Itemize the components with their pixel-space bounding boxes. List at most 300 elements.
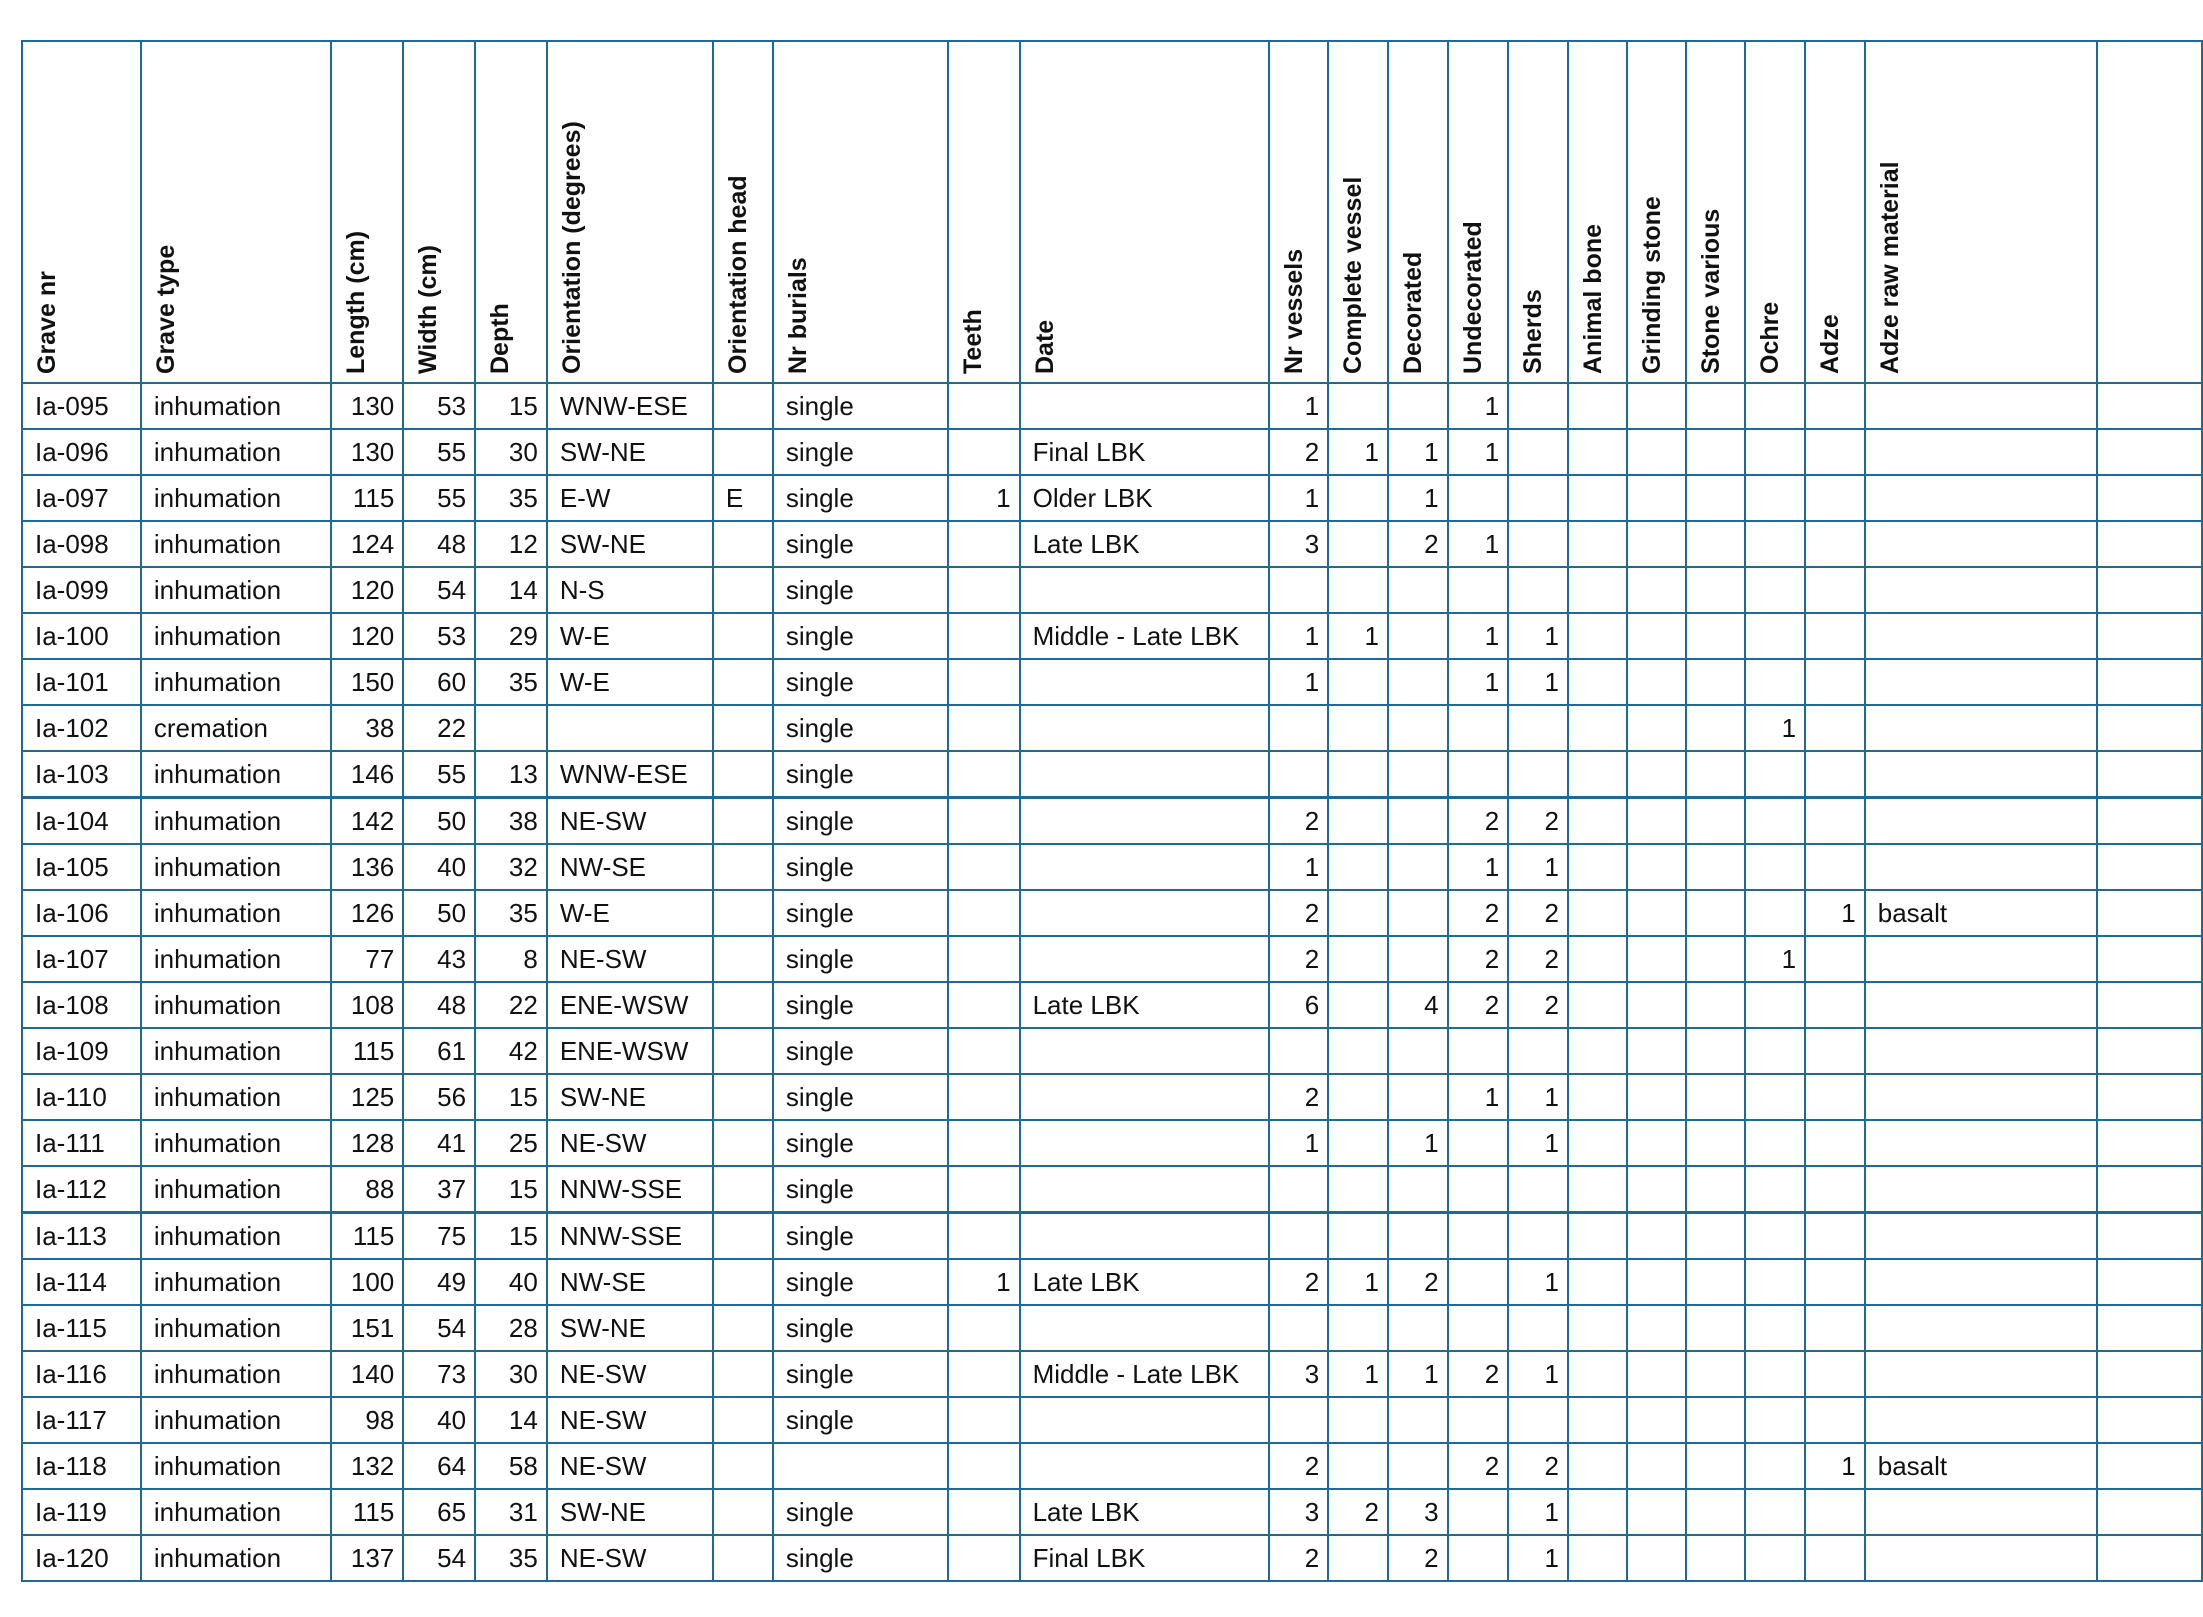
cell-stone-various (1686, 521, 1745, 567)
cell-complete-vessel (1328, 1074, 1388, 1120)
table-row (22, 1351, 2202, 1397)
cell-adze-raw-material (1865, 844, 2097, 890)
cell-complete-vessel: 2 (1328, 1489, 1388, 1535)
cell-orientation-deg: NW-SE (547, 1259, 713, 1305)
cell-grave-nr: Ia-117 (22, 1397, 141, 1443)
cell-grave-nr: Ia-118 (22, 1443, 141, 1489)
column-header-grave-type (141, 41, 331, 383)
cell-nr-burials: single (773, 1489, 949, 1535)
cell-adze (1805, 1028, 1865, 1074)
cell-undecorated: 2 (1448, 798, 1509, 845)
cell-animal-bone (1568, 383, 1627, 429)
cell-stone-various (1686, 475, 1745, 521)
cell-length: 136 (331, 844, 403, 890)
cell-orientation-deg: SW-NE (547, 521, 713, 567)
table-header-row (22, 41, 2202, 383)
cell-animal-bone (1568, 1213, 1627, 1260)
cell-grave-nr: Ia-105 (22, 844, 141, 890)
cell-grave-nr: Ia-100 (22, 613, 141, 659)
cell-grave-type: inhumation (141, 798, 331, 845)
cell-complete-vessel (1328, 705, 1388, 751)
cell-length: 115 (331, 1213, 403, 1260)
cell-animal-bone (1568, 1166, 1627, 1213)
cell-grinding-stone (1627, 521, 1686, 567)
cell-width: 56 (403, 1074, 475, 1120)
cell-width: 22 (403, 705, 475, 751)
cell-teeth (948, 844, 1019, 890)
cell-complete-vessel: 1 (1328, 613, 1388, 659)
cell-adze-raw-material (1865, 613, 2097, 659)
cell-adze-raw-material (1865, 936, 2097, 982)
cell-orientation-head (713, 1351, 773, 1397)
cell-complete-vessel (1328, 383, 1388, 429)
cell-undecorated: 1 (1448, 521, 1509, 567)
cell-nr-vessels: 1 (1269, 613, 1329, 659)
cell-sherds: 1 (1508, 1535, 1568, 1581)
cell-teeth (948, 521, 1019, 567)
cell-decorated (1388, 1028, 1448, 1074)
cell-stone-various (1686, 1305, 1745, 1351)
cell-orientation-head (713, 890, 773, 936)
cell-complete-vessel (1328, 475, 1388, 521)
column-header-label: Undecorated (1458, 221, 1487, 374)
cell-undecorated: 1 (1448, 659, 1509, 705)
cell-adze-raw-material (1865, 475, 2097, 521)
cell-nr-vessels: 2 (1269, 936, 1329, 982)
table-row (22, 1489, 2202, 1535)
cell-teeth (948, 613, 1019, 659)
cell-sherds: 2 (1508, 982, 1568, 1028)
cell-date (1020, 936, 1269, 982)
cell-grinding-stone (1627, 982, 1686, 1028)
cell-complete-vessel (1328, 890, 1388, 936)
cell-orientation-deg: ENE-WSW (547, 982, 713, 1028)
cell-animal-bone (1568, 1259, 1627, 1305)
cell-date: Final LBK (1020, 1535, 1269, 1581)
column-header-teeth (948, 41, 1019, 383)
cell-grave-nr: Ia-111 (22, 1120, 141, 1166)
cell-nr-burials: single (773, 936, 949, 982)
cell-nr-burials: single (773, 383, 949, 429)
cell-depth: 13 (475, 751, 547, 798)
cell-adze (1805, 659, 1865, 705)
cell-complete-vessel (1328, 1120, 1388, 1166)
cell-grave-type: inhumation (141, 1351, 331, 1397)
cell-decorated: 2 (1388, 521, 1448, 567)
cell-ochre (1745, 1397, 1805, 1443)
cell-sherds (1508, 1305, 1568, 1351)
cell-adze-raw-material (1865, 1120, 2097, 1166)
cell-nr-vessels: 1 (1269, 475, 1329, 521)
cell-depth: 30 (475, 429, 547, 475)
cell-ochre (1745, 475, 1805, 521)
cell-ochre (1745, 890, 1805, 936)
cell-date: Final LBK (1020, 429, 1269, 475)
cell-ochre (1745, 1166, 1805, 1213)
cell-width: 41 (403, 1120, 475, 1166)
cell-sherds: 1 (1508, 1489, 1568, 1535)
table-row (22, 659, 2202, 705)
cell-orientation-deg: W-E (547, 659, 713, 705)
cell-extra (2097, 798, 2202, 845)
cell-grinding-stone (1627, 936, 1686, 982)
cell-undecorated (1448, 567, 1509, 613)
cell-nr-burials (773, 1443, 949, 1489)
cell-complete-vessel (1328, 1397, 1388, 1443)
cell-length: 100 (331, 1259, 403, 1305)
cell-extra (2097, 1351, 2202, 1397)
cell-length: 88 (331, 1166, 403, 1213)
cell-date (1020, 1397, 1269, 1443)
cell-decorated: 1 (1388, 475, 1448, 521)
cell-adze-raw-material (1865, 1166, 2097, 1213)
cell-nr-burials: single (773, 1213, 949, 1260)
cell-teeth (948, 1351, 1019, 1397)
cell-grinding-stone (1627, 1213, 1686, 1260)
cell-extra (2097, 751, 2202, 798)
cell-undecorated: 2 (1448, 1443, 1509, 1489)
cell-animal-bone (1568, 567, 1627, 613)
cell-sherds (1508, 1028, 1568, 1074)
cell-decorated (1388, 936, 1448, 982)
cell-length: 38 (331, 705, 403, 751)
cell-grave-nr: Ia-101 (22, 659, 141, 705)
cell-grave-type: inhumation (141, 1074, 331, 1120)
cell-adze-raw-material (1865, 1074, 2097, 1120)
cell-adze-raw-material (1865, 567, 2097, 613)
cell-stone-various (1686, 1259, 1745, 1305)
cell-orientation-head (713, 383, 773, 429)
cell-extra (2097, 521, 2202, 567)
cell-grave-nr: Ia-108 (22, 982, 141, 1028)
column-header-ochre (1745, 41, 1805, 383)
cell-undecorated (1448, 1535, 1509, 1581)
column-header-label: Sherds (1519, 289, 1548, 374)
cell-width: 50 (403, 798, 475, 845)
cell-width: 55 (403, 429, 475, 475)
cell-extra (2097, 1443, 2202, 1489)
cell-animal-bone (1568, 1535, 1627, 1581)
cell-depth: 12 (475, 521, 547, 567)
table-row (22, 798, 2202, 845)
cell-ochre (1745, 1535, 1805, 1581)
cell-nr-burials: single (773, 1535, 949, 1581)
cell-orientation-head (713, 1028, 773, 1074)
cell-orientation-deg: NE-SW (547, 936, 713, 982)
cell-extra (2097, 659, 2202, 705)
cell-teeth (948, 1305, 1019, 1351)
cell-ochre (1745, 844, 1805, 890)
cell-decorated (1388, 1213, 1448, 1260)
cell-complete-vessel (1328, 751, 1388, 798)
cell-decorated (1388, 1443, 1448, 1489)
cell-orientation-deg: SW-NE (547, 1489, 713, 1535)
cell-teeth (948, 567, 1019, 613)
cell-sherds (1508, 521, 1568, 567)
cell-extra (2097, 1120, 2202, 1166)
cell-animal-bone (1568, 890, 1627, 936)
cell-teeth (948, 1120, 1019, 1166)
cell-animal-bone (1568, 1305, 1627, 1351)
cell-length: 77 (331, 936, 403, 982)
cell-undecorated: 1 (1448, 429, 1509, 475)
cell-grave-type: inhumation (141, 1535, 331, 1581)
cell-extra (2097, 1259, 2202, 1305)
cell-depth: 28 (475, 1305, 547, 1351)
cell-orientation-deg: SW-NE (547, 1074, 713, 1120)
cell-animal-bone (1568, 1443, 1627, 1489)
cell-grave-type: inhumation (141, 1397, 331, 1443)
cell-decorated (1388, 659, 1448, 705)
cell-adze-raw-material (1865, 798, 2097, 845)
cell-grave-type: inhumation (141, 936, 331, 982)
cell-adze (1805, 475, 1865, 521)
cell-depth: 35 (475, 1535, 547, 1581)
cell-animal-bone (1568, 429, 1627, 475)
cell-complete-vessel (1328, 844, 1388, 890)
cell-orientation-head (713, 798, 773, 845)
cell-length: 132 (331, 1443, 403, 1489)
cell-sherds (1508, 1166, 1568, 1213)
cell-orientation-head (713, 1489, 773, 1535)
cell-orientation-head (713, 1166, 773, 1213)
table-row (22, 705, 2202, 751)
cell-decorated: 1 (1388, 1120, 1448, 1166)
cell-decorated (1388, 1166, 1448, 1213)
cell-teeth (948, 1213, 1019, 1260)
cell-stone-various (1686, 1213, 1745, 1260)
cell-depth: 14 (475, 567, 547, 613)
column-header-label: Decorated (1398, 251, 1427, 374)
column-header-orientation-deg (547, 41, 713, 383)
column-header-label: Depth (486, 303, 515, 374)
cell-decorated (1388, 567, 1448, 613)
cell-adze (1805, 1351, 1865, 1397)
cell-width: 55 (403, 751, 475, 798)
cell-teeth (948, 1443, 1019, 1489)
cell-decorated (1388, 844, 1448, 890)
cell-ochre (1745, 751, 1805, 798)
cell-decorated (1388, 705, 1448, 751)
cell-adze-raw-material (1865, 383, 2097, 429)
cell-orientation-deg: ENE-WSW (547, 1028, 713, 1074)
cell-orientation-head (713, 1213, 773, 1260)
cell-orientation-head (713, 1259, 773, 1305)
cell-grinding-stone (1627, 475, 1686, 521)
cell-adze (1805, 383, 1865, 429)
cell-adze (1805, 798, 1865, 845)
cell-grinding-stone (1627, 383, 1686, 429)
cell-undecorated (1448, 705, 1509, 751)
cell-date (1020, 890, 1269, 936)
cell-grinding-stone (1627, 1028, 1686, 1074)
cell-date: Late LBK (1020, 1259, 1269, 1305)
cell-grave-type: inhumation (141, 383, 331, 429)
cell-adze (1805, 1397, 1865, 1443)
column-header-adze-raw-material (1865, 41, 2097, 383)
cell-sherds: 1 (1508, 659, 1568, 705)
cell-ochre (1745, 659, 1805, 705)
cell-complete-vessel (1328, 1305, 1388, 1351)
cell-stone-various (1686, 844, 1745, 890)
cell-complete-vessel (1328, 798, 1388, 845)
cell-nr-burials: single (773, 567, 949, 613)
table-row (22, 936, 2202, 982)
table-row (22, 1120, 2202, 1166)
cell-orientation-head (713, 1443, 773, 1489)
cell-extra (2097, 383, 2202, 429)
column-header-date (1020, 41, 1269, 383)
cell-teeth (948, 1535, 1019, 1581)
column-header-label: Ochre (1756, 301, 1785, 374)
cell-teeth (948, 1028, 1019, 1074)
cell-depth: 29 (475, 613, 547, 659)
cell-decorated: 4 (1388, 982, 1448, 1028)
column-header-label: Grave type (151, 244, 180, 374)
cell-animal-bone (1568, 1120, 1627, 1166)
cell-adze-raw-material: basalt (1865, 890, 2097, 936)
cell-date (1020, 1166, 1269, 1213)
cell-orientation-head (713, 1074, 773, 1120)
cell-adze: 1 (1805, 890, 1865, 936)
cell-animal-bone (1568, 936, 1627, 982)
cell-adze-raw-material (1865, 1305, 2097, 1351)
cell-length: 124 (331, 521, 403, 567)
cell-stone-various (1686, 751, 1745, 798)
column-header-label: Orientation (degrees) (557, 121, 586, 374)
table-row (22, 1535, 2202, 1581)
cell-width: 50 (403, 890, 475, 936)
cell-date (1020, 705, 1269, 751)
column-header-undecorated (1448, 41, 1509, 383)
cell-date (1020, 1074, 1269, 1120)
cell-length: 126 (331, 890, 403, 936)
cell-width: 37 (403, 1166, 475, 1213)
cell-grave-nr: Ia-102 (22, 705, 141, 751)
cell-stone-various (1686, 1028, 1745, 1074)
cell-grave-nr: Ia-096 (22, 429, 141, 475)
column-header-label: Teeth (959, 309, 988, 374)
cell-nr-vessels: 2 (1269, 429, 1329, 475)
cell-adze-raw-material (1865, 429, 2097, 475)
cell-animal-bone (1568, 1351, 1627, 1397)
cell-nr-burials: single (773, 1397, 949, 1443)
cell-complete-vessel (1328, 1535, 1388, 1581)
cell-adze-raw-material (1865, 1259, 2097, 1305)
cell-animal-bone (1568, 1028, 1627, 1074)
table-row (22, 1074, 2202, 1120)
cell-grave-nr: Ia-107 (22, 936, 141, 982)
cell-depth: 32 (475, 844, 547, 890)
cell-undecorated: 2 (1448, 982, 1509, 1028)
cell-grave-nr: Ia-098 (22, 521, 141, 567)
cell-orientation-deg: NNW-SSE (547, 1213, 713, 1260)
cell-adze-raw-material (1865, 1213, 2097, 1260)
cell-grave-type: inhumation (141, 982, 331, 1028)
cell-extra (2097, 890, 2202, 936)
cell-sherds: 1 (1508, 1351, 1568, 1397)
cell-complete-vessel (1328, 1213, 1388, 1260)
cell-teeth (948, 1397, 1019, 1443)
cell-length: 137 (331, 1535, 403, 1581)
cell-nr-burials: single (773, 429, 949, 475)
cell-orientation-head (713, 567, 773, 613)
table-row (22, 1259, 2202, 1305)
cell-grave-nr: Ia-112 (22, 1166, 141, 1213)
cell-animal-bone (1568, 521, 1627, 567)
cell-depth: 35 (475, 659, 547, 705)
cell-sherds: 2 (1508, 936, 1568, 982)
cell-nr-vessels (1269, 1397, 1329, 1443)
cell-orientation-head (713, 613, 773, 659)
cell-grinding-stone (1627, 659, 1686, 705)
cell-length: 98 (331, 1397, 403, 1443)
cell-depth: 15 (475, 383, 547, 429)
cell-depth (475, 705, 547, 751)
cell-extra (2097, 936, 2202, 982)
cell-depth: 58 (475, 1443, 547, 1489)
column-header-label: Nr burials (783, 257, 812, 374)
cell-date: Older LBK (1020, 475, 1269, 521)
cell-sherds (1508, 475, 1568, 521)
cell-grave-nr: Ia-113 (22, 1213, 141, 1260)
cell-teeth (948, 890, 1019, 936)
cell-width: 48 (403, 521, 475, 567)
cell-length: 125 (331, 1074, 403, 1120)
cell-adze (1805, 613, 1865, 659)
cell-date (1020, 1028, 1269, 1074)
column-header-decorated (1388, 41, 1448, 383)
cell-grinding-stone (1627, 844, 1686, 890)
cell-nr-burials: single (773, 1028, 949, 1074)
cell-length: 120 (331, 613, 403, 659)
cell-grave-nr: Ia-115 (22, 1305, 141, 1351)
cell-nr-burials: single (773, 475, 949, 521)
cell-width: 53 (403, 383, 475, 429)
cell-animal-bone (1568, 751, 1627, 798)
cell-width: 48 (403, 982, 475, 1028)
cell-nr-vessels: 1 (1269, 383, 1329, 429)
cell-extra (2097, 475, 2202, 521)
cell-nr-burials: single (773, 659, 949, 705)
cell-nr-burials: single (773, 1259, 949, 1305)
table-row (22, 1166, 2202, 1213)
cell-sherds (1508, 1397, 1568, 1443)
cell-extra (2097, 1305, 2202, 1351)
cell-orientation-head (713, 1535, 773, 1581)
cell-grinding-stone (1627, 798, 1686, 845)
cell-stone-various (1686, 429, 1745, 475)
table-row (22, 1443, 2202, 1489)
column-header-animal-bone (1568, 41, 1627, 383)
cell-length: 108 (331, 982, 403, 1028)
cell-nr-vessels (1269, 705, 1329, 751)
cell-stone-various (1686, 705, 1745, 751)
cell-length: 115 (331, 1489, 403, 1535)
cell-grave-nr: Ia-104 (22, 798, 141, 845)
cell-depth: 30 (475, 1351, 547, 1397)
cell-animal-bone (1568, 1397, 1627, 1443)
cell-complete-vessel (1328, 936, 1388, 982)
cell-grave-nr: Ia-103 (22, 751, 141, 798)
column-header-label: Date (1030, 319, 1059, 374)
cell-nr-vessels (1269, 1305, 1329, 1351)
cell-decorated (1388, 890, 1448, 936)
cell-decorated (1388, 1305, 1448, 1351)
cell-orientation-head (713, 429, 773, 475)
cell-width: 54 (403, 1305, 475, 1351)
cell-nr-vessels (1269, 1213, 1329, 1260)
